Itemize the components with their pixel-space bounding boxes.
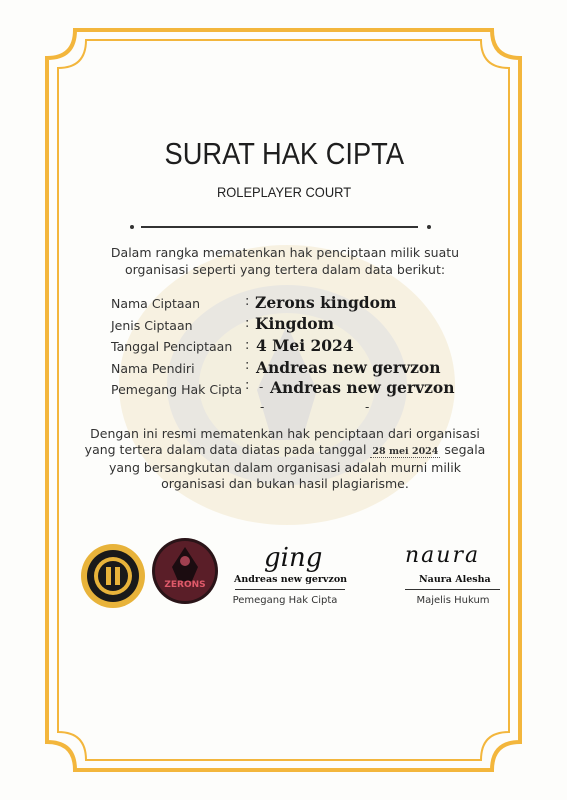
signature-script-holder: ging	[264, 543, 323, 573]
field-label-nama-ciptaan: Nama Ciptaan	[111, 296, 201, 311]
certificate-subtitle: ROLEPLAYER COURT	[216, 184, 352, 200]
signature-name-judge: Naura Alesha	[419, 574, 491, 585]
field-value-tanggal-penciptaan: 4 Mei 2024	[256, 336, 354, 355]
closing-text	[80, 426, 490, 492]
title-divider	[141, 226, 418, 228]
field-dash: -	[259, 380, 264, 394]
signature-script-judge: naura	[405, 543, 481, 568]
field-value-nama-ciptaan: Zerons kingdom	[255, 293, 397, 312]
signature-role-judge: Majelis Hukum	[416, 595, 490, 606]
signature-role-holder: Pemegang Hak Cipta	[232, 595, 338, 606]
signature-line-holder	[235, 589, 345, 590]
field-colon: :	[245, 316, 250, 331]
field-colon: :	[245, 294, 250, 309]
divider-dot-right	[427, 225, 431, 229]
field-label-nama-pendiri: Nama Pendiri	[111, 361, 195, 376]
court-seal	[80, 543, 146, 609]
closing-date: 28 mei 2024	[372, 446, 439, 457]
field-colon: :	[245, 358, 250, 373]
field-dash: -	[260, 400, 265, 414]
field-colon: :	[245, 338, 250, 353]
field-label-pemegang-hak-cipta: Pemegang Hak Cipta	[111, 382, 243, 397]
divider-dot-left	[130, 225, 134, 229]
field-colon: :	[245, 378, 250, 393]
signature-line-judge	[405, 589, 500, 590]
closing-part2: segala yang bersangkutan dalam organisasi adalah murni milik organisasi dan bukan hasil plagiarisme.	[109, 442, 486, 491]
intro-text: Dalam rangka mematenkan hak penciptaan milik suatu organisasi seperti yang tertera dalam data berikut:	[110, 245, 460, 277]
field-value-pemegang-hak-cipta: Andreas new gervzon	[270, 378, 455, 397]
field-label-tanggal-penciptaan: Tanggal Penciptaan	[111, 339, 233, 354]
field-label-jenis-ciptaan: Jenis Ciptaan	[111, 318, 193, 333]
zerons-logo	[152, 537, 218, 605]
certificate-title: SURAT HAK CIPTA	[164, 136, 405, 171]
signature-name-holder: Andreas new gervzon	[234, 574, 348, 585]
zerons-logo-text: ZERONS	[164, 580, 206, 590]
closing-part1: Dengan ini resmi mematenkan hak penciptaan dari organisasi yang tertera dalam data diatas pada tanggal	[84, 426, 480, 457]
field-value-nama-pendiri: Andreas new gervzon	[256, 358, 441, 377]
field-dash: -	[365, 400, 370, 414]
field-value-jenis-ciptaan: Kingdom	[255, 314, 335, 333]
